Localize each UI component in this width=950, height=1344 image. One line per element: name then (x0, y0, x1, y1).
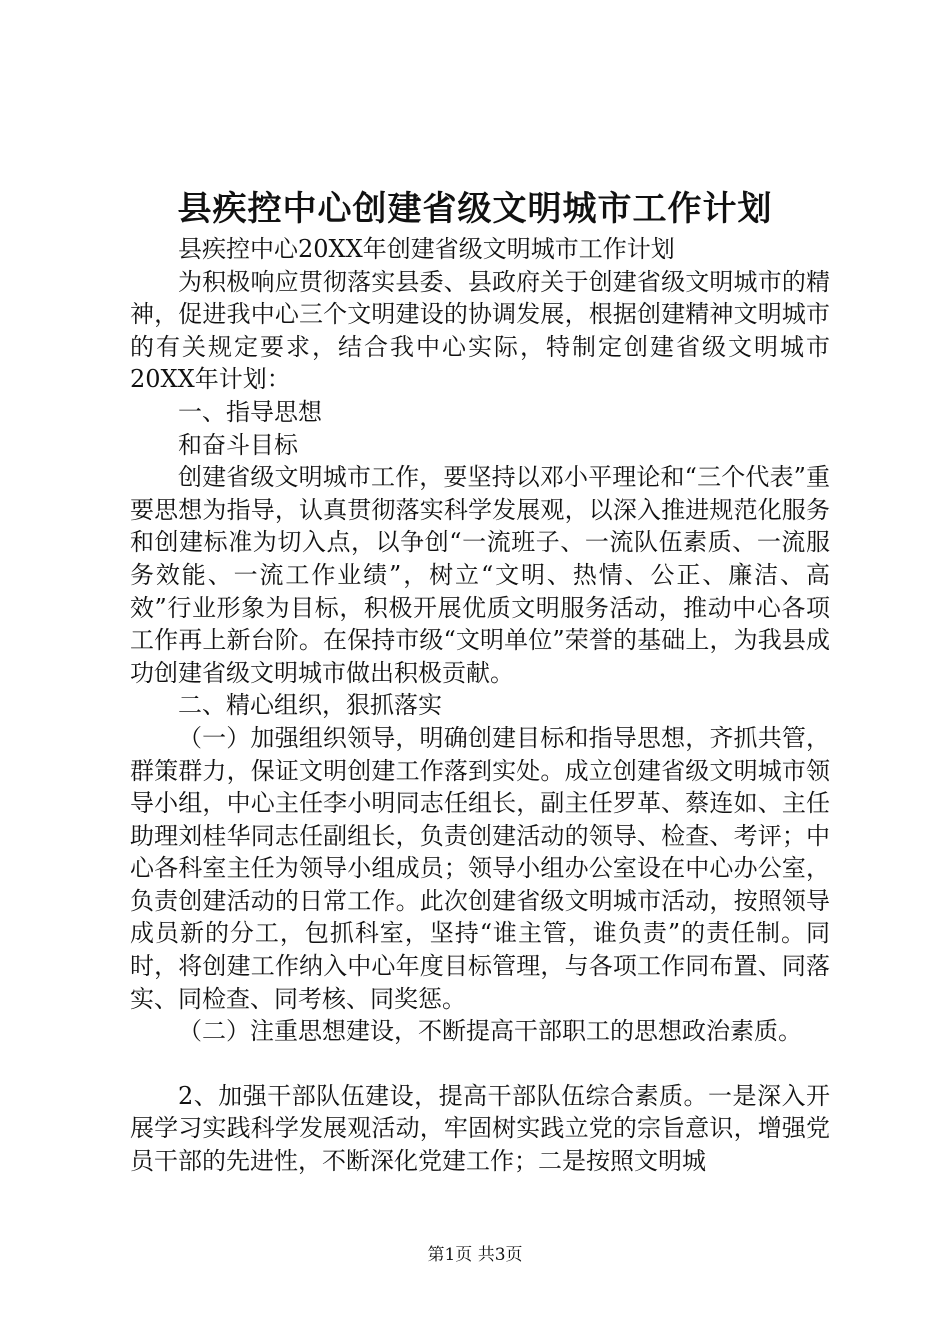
heading-organization: 二、精心组织，狠抓落实 (178, 691, 442, 720)
document-title: 县疾控中心创建省级文明城市工作计划 (177, 189, 773, 229)
page-footer: 第1页 共3页 (427, 1245, 523, 1265)
heading-goals: 和奋斗目标 (178, 430, 298, 459)
heading-guiding-ideology: 一、指导思想 (178, 397, 322, 426)
paragraph-team-building: 2、加强干部队伍建设，提高干部队伍综合素质。一是深入开展学习实践科学发展观活动，牢固树实践立党的宗旨意识，增强党员干部的先进性，不断深化党建工作；二是按照文明城 (130, 1081, 830, 1176)
paragraph-subtitle: 县疾控中心20XX年创建省级文明城市工作计划 (178, 235, 675, 263)
document-body (130, 233, 830, 1178)
paragraph-intro: 为积极响应贯彻落实县委、县政府关于创建省级文明城市的精神，促进我中心三个文明建设的协调发展，根据创建精神文明城市的有关规定要求，结合我中心实际，特制定创建省级文明城市20XX年计划： (130, 267, 830, 394)
paragraph-goals: 创建省级文明城市工作，要坚持以邓小平理论和“三个代表”重要思想为指导，认真贯彻落实科学发展观，以深入推进规范化服务和创建标准为切入点，以争创“一流班子、一流队伍素质、一流服务效能、一流工作业绩”，树立“文明、热情、公正、廉洁、高效”行业形象为目标，积极开展优质文明服务活动，推动中心各项工作再上新台阶。在保持市级“文明单位”荣誉的基础上，为我县成功创建省级文明城市做出积极贡献。 (130, 463, 830, 687)
paragraph-ideology-building: （二）注重思想建设，不断提高干部职工的思想政治素质。 (178, 1017, 802, 1046)
paragraph-leadership: （一）加强组织领导，明确创建目标和指导思想，齐抓共管，群策群力，保证文明创建工作落到实处。成立创建省级文明城市领导小组，中心主任李小明同志任组长，副主任罗革、蔡连如、主任助理刘桂华同志任副组长，负责创建活动的领导、检查、考评；中心各科室主任为领导小组成员；领导小组办公室设在中心办公室，负责创建活动的日常工作。此次创建省级文明城市活动，按照领导成员新的分工，包抓科室，坚持“谁主管，谁负责”的责任制。同时，将创建工作纳入中心年度目标管理，与各项工作同布置、同落实、同检查、同考核、同奖惩。 (130, 723, 830, 1013)
